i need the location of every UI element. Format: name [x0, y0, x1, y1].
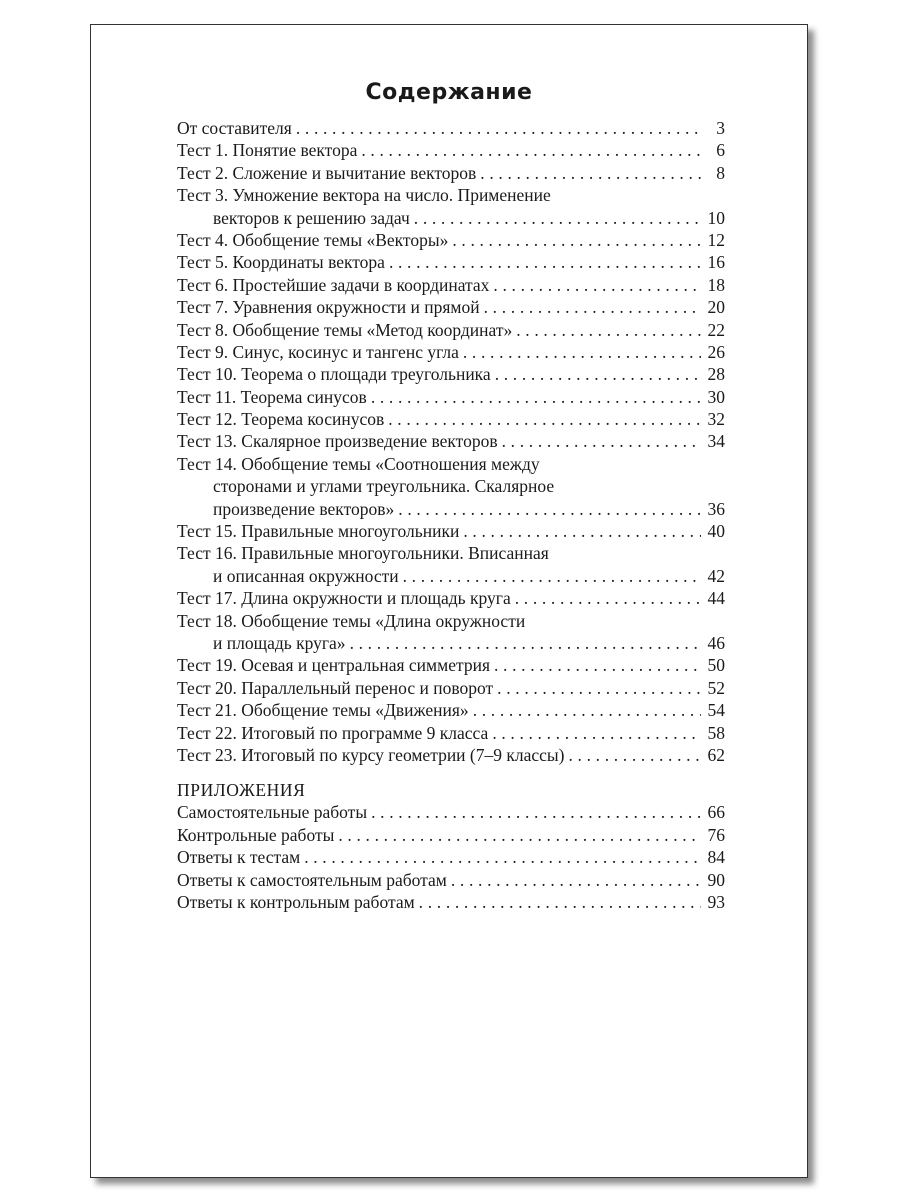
toc-entry-line — [177, 722, 725, 744]
toc-page-number: 30 — [707, 386, 725, 407]
toc-leader-dots — [459, 341, 701, 363]
appendix-heading: ПРИЛОЖЕНИЯ — [177, 780, 306, 801]
toc-entry-line — [177, 542, 725, 564]
toc-entry-line — [177, 139, 725, 161]
toc-entry-title: От составителя — [177, 118, 292, 138]
toc-page-number: 16 — [707, 252, 725, 273]
table-of-contents — [177, 117, 725, 913]
toc-entry-title: Тест 22. Итоговый по программе 9 класса — [177, 722, 489, 743]
toc-entry-title: Тест 5. Координаты вектора — [177, 252, 385, 273]
toc-entry-line — [177, 341, 725, 363]
toc-entry-title: Ответы к контрольным работам — [177, 891, 415, 912]
toc-entry — [177, 430, 725, 452]
toc-page-number: 6 — [716, 140, 725, 161]
toc-page-number: 52 — [707, 677, 725, 698]
toc-entry-title: Ответы к самостоятельным работам — [177, 869, 447, 890]
toc-entry-title: сторонами и углами треугольника. Скалярное — [213, 476, 555, 497]
toc-entry-line — [177, 801, 725, 823]
toc-entry-line — [177, 207, 725, 229]
toc-entry-line — [177, 824, 725, 846]
toc-leader-dots — [384, 408, 701, 430]
toc-page-number: 20 — [707, 297, 725, 318]
toc-entry-title: Тест 6. Простейшие задачи в координатах — [177, 274, 490, 295]
toc-entry-title: произведение векторов» — [213, 498, 395, 519]
toc-entry-line — [177, 117, 725, 139]
toc-entry-line — [177, 587, 725, 609]
toc-entry-title: Тест 13. Скалярное произведение векторов — [177, 431, 498, 452]
toc-entry-title: Тест 16. Правильные многоугольники. Вписанная — [177, 543, 549, 564]
toc-entry-title: Тест 12. Теорема косинусов — [177, 409, 385, 430]
toc-entry — [177, 846, 725, 868]
toc-leader-dots — [493, 677, 701, 699]
toc-entry-title: Самостоятельные работы — [177, 802, 368, 823]
toc-leader-dots — [511, 587, 701, 609]
toc-entry-line — [177, 296, 725, 318]
toc-leader-dots — [512, 319, 701, 341]
toc-leader-dots — [498, 430, 701, 452]
toc-page-number: 90 — [707, 869, 725, 890]
toc-leader-dots — [346, 632, 701, 654]
toc-entry — [177, 520, 725, 542]
toc-entry-line — [177, 363, 725, 385]
toc-entry-line — [177, 408, 725, 430]
toc-entry — [177, 386, 725, 408]
toc-entry-line — [177, 498, 725, 520]
toc-entry-title: Тест 17. Длина окружности и площадь круга — [177, 588, 511, 609]
toc-entry-line — [177, 520, 725, 542]
page-title: Содержание — [365, 80, 533, 105]
toc-entry — [177, 677, 725, 699]
toc-entry-line — [177, 654, 725, 676]
toc-entry — [177, 453, 725, 520]
toc-entry-title: Тест 19. Осевая и центральная симметрия — [177, 655, 490, 676]
toc-leader-dots — [292, 117, 701, 139]
toc-leader-dots — [488, 722, 701, 744]
toc-appendix-list — [177, 801, 725, 913]
toc-entry — [177, 408, 725, 430]
book-page — [90, 24, 808, 1178]
toc-entry-line — [177, 610, 725, 632]
toc-entry-title: Тест 11. Теорема синусов — [177, 386, 367, 407]
toc-leader-dots — [394, 498, 701, 520]
toc-entry-title: векторов к решению задач — [213, 207, 410, 228]
toc-entry — [177, 824, 725, 846]
toc-entry-line — [177, 744, 725, 766]
toc-page-number: 34 — [707, 431, 725, 452]
toc-leader-dots — [334, 824, 701, 846]
toc-entry-line — [177, 565, 725, 587]
toc-leader-dots — [469, 699, 701, 721]
toc-page-number: 8 — [716, 162, 725, 183]
toc-entry-line — [177, 699, 725, 721]
toc-entry-title: Тест 9. Синус, косинус и тангенс угла — [177, 341, 459, 362]
toc-leader-dots — [367, 801, 701, 823]
toc-entry-line — [177, 319, 725, 341]
toc-page-number: 66 — [707, 802, 725, 823]
toc-leader-dots — [300, 846, 701, 868]
toc-leader-dots — [385, 251, 701, 273]
toc-entry — [177, 117, 725, 139]
toc-entry-line — [177, 162, 725, 184]
toc-entry-line — [177, 229, 725, 251]
toc-entry — [177, 610, 725, 655]
toc-page-number: 12 — [707, 229, 725, 250]
toc-entry — [177, 162, 725, 184]
toc-page-number: 40 — [707, 521, 725, 542]
toc-page-number: 84 — [707, 847, 725, 868]
toc-entry-line — [177, 184, 725, 206]
toc-leader-dots — [459, 520, 701, 542]
toc-entry-title: Ответы к тестам — [177, 847, 301, 868]
toc-leader-dots — [489, 274, 701, 296]
toc-entry — [177, 229, 725, 251]
toc-page-number: 46 — [707, 632, 725, 653]
toc-entry — [177, 319, 725, 341]
toc-entry — [177, 363, 725, 385]
toc-entry-title: Тест 3. Умножение вектора на число. Применение — [177, 185, 551, 206]
toc-page-number: 93 — [707, 891, 725, 912]
toc-entry-line — [177, 677, 725, 699]
toc-entry-title: и площадь круга» — [213, 632, 346, 653]
toc-entry-line — [177, 251, 725, 273]
toc-entry-line — [177, 632, 725, 654]
toc-entry — [177, 722, 725, 744]
toc-entry-line — [177, 475, 725, 497]
toc-entry-title: Тест 15. Правильные многоугольники — [177, 521, 460, 542]
toc-page-number: 28 — [707, 364, 725, 385]
toc-page-number: 32 — [707, 409, 725, 430]
toc-entry — [177, 801, 725, 823]
toc-entry — [177, 654, 725, 676]
toc-page-number: 50 — [707, 655, 725, 676]
toc-leader-dots — [410, 207, 701, 229]
toc-entry-line — [177, 274, 725, 296]
toc-page-number: 22 — [707, 319, 725, 340]
toc-entry — [177, 699, 725, 721]
toc-entry-title: Тест 20. Параллельный перенос и поворот — [177, 677, 494, 698]
toc-page-number: 26 — [707, 341, 725, 362]
toc-leader-dots — [415, 891, 701, 913]
toc-leader-dots — [447, 869, 701, 891]
toc-entry — [177, 341, 725, 363]
toc-entry — [177, 891, 725, 913]
toc-page-number: 36 — [707, 498, 725, 519]
toc-entry-line — [177, 869, 725, 891]
toc-entry — [177, 274, 725, 296]
toc-entry-title: Тест 7. Уравнения окружности и прямой — [177, 297, 480, 318]
toc-page-number: 42 — [707, 565, 725, 586]
toc-entry — [177, 587, 725, 609]
toc-entry-title: Тест 21. Обобщение темы «Движения» — [177, 700, 469, 721]
toc-entry-line — [177, 891, 725, 913]
toc-leader-dots — [491, 363, 701, 385]
toc-entry-title: и описанная окружности — [213, 565, 399, 586]
toc-entry-title: Тест 8. Обобщение темы «Метод координат» — [177, 319, 513, 340]
toc-page-number: 44 — [707, 588, 725, 609]
toc-entry-title: Тест 4. Обобщение темы «Векторы» — [177, 229, 449, 250]
toc-entry-title: Тест 1. Понятие вектора — [177, 140, 358, 161]
toc-leader-dots — [480, 296, 701, 318]
toc-page-number: 18 — [707, 274, 725, 295]
toc-entry — [177, 542, 725, 587]
toc-entry — [177, 139, 725, 161]
toc-entry-title: Контрольные работы — [177, 824, 335, 845]
toc-entry-title: Тест 2. Сложение и вычитание векторов — [177, 162, 477, 183]
toc-leader-dots — [367, 386, 701, 408]
toc-page-number: 10 — [707, 207, 725, 228]
toc-entry — [177, 869, 725, 891]
toc-page-number: 3 — [716, 118, 725, 138]
toc-leader-dots — [476, 162, 701, 184]
toc-entry — [177, 744, 725, 766]
toc-entry-title: Тест 14. Обобщение темы «Соотношения между — [177, 453, 540, 474]
toc-entry — [177, 184, 725, 229]
toc-page-number: 62 — [707, 744, 725, 765]
toc-entry-title: Тест 23. Итоговый по курсу геометрии (7–9 классы) — [177, 744, 565, 765]
toc-entry-title: Тест 18. Обобщение темы «Длина окружности — [177, 610, 526, 631]
toc-entry-line — [177, 430, 725, 452]
toc-leader-dots — [490, 654, 701, 676]
toc-entry-title: Тест 10. Теорема о площади треугольника — [177, 364, 491, 385]
toc-leader-dots — [448, 229, 701, 251]
toc-entry-line — [177, 453, 725, 475]
toc-entry-line — [177, 386, 725, 408]
toc-entry-line — [177, 846, 725, 868]
toc-page-number: 58 — [707, 722, 725, 743]
toc-page-number: 76 — [707, 824, 725, 845]
toc-main-list — [177, 117, 725, 766]
toc-page-number: 54 — [707, 700, 725, 721]
toc-leader-dots — [357, 139, 701, 161]
toc-leader-dots — [565, 744, 702, 766]
toc-entry — [177, 251, 725, 273]
toc-entry — [177, 296, 725, 318]
toc-leader-dots — [399, 565, 701, 587]
